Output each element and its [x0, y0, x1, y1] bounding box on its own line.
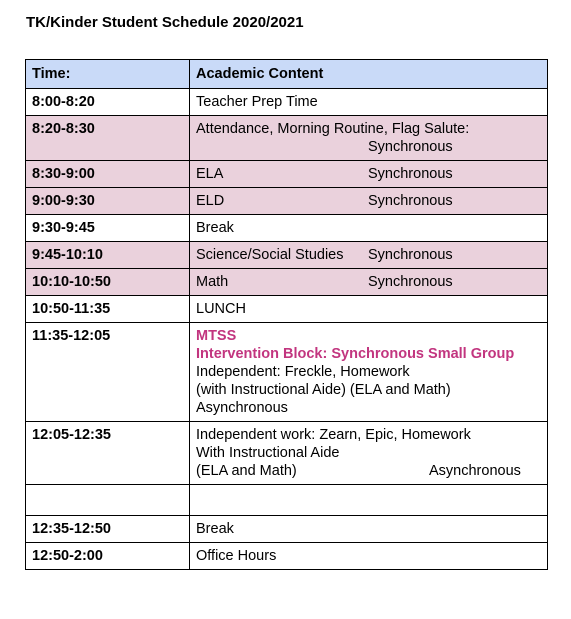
row-content: Teacher Prep Time [190, 89, 548, 116]
row-time: 12:35-12:50 [26, 516, 190, 543]
row-time: 10:10-10:50 [26, 269, 190, 296]
table-row [26, 269, 548, 296]
row-time: 8:30-9:00 [26, 161, 190, 188]
row-content: ELD [196, 193, 225, 209]
row-mode: Synchronous [368, 166, 453, 182]
table-row-empty [26, 485, 548, 516]
row-content-cell [190, 269, 548, 296]
row-content-cell [190, 161, 548, 188]
row-content: Math [196, 274, 229, 290]
row-content [190, 485, 548, 516]
table-row [26, 215, 548, 242]
row-time [26, 485, 190, 516]
schedule-table [25, 59, 548, 570]
row-content: Office Hours [190, 543, 548, 570]
document-title: TK/Kinder Student Schedule 2020/2021 [26, 14, 304, 31]
row-content: Attendance, Morning Routine, Flag Salute: [196, 121, 470, 137]
row-content-line: (ELA and Math) [196, 463, 297, 479]
row-content-line: With Instructional Aide [196, 445, 340, 461]
row-time: 11:35-12:05 [26, 323, 190, 422]
row-mode: Asynchronous [429, 463, 521, 479]
table-row [26, 242, 548, 269]
table-row [26, 323, 548, 422]
header-content: Academic Content [190, 60, 548, 89]
row-mode: Synchronous [368, 193, 453, 209]
table-row [26, 161, 548, 188]
table-row [26, 296, 548, 323]
row-content-cell [190, 422, 548, 485]
row-time: 12:50-2:00 [26, 543, 190, 570]
row-time: 8:20-8:30 [26, 116, 190, 161]
row-time: 9:30-9:45 [26, 215, 190, 242]
intervention-heading: Intervention Block: Synchronous Small Group [196, 346, 515, 362]
table-row [26, 516, 548, 543]
table-row [26, 116, 548, 161]
row-content-cell [190, 242, 548, 269]
row-mode: Synchronous [368, 247, 453, 263]
table-row [26, 188, 548, 215]
row-content: ELA [196, 166, 224, 182]
row-time: 10:50-11:35 [26, 296, 190, 323]
row-content-line: Asynchronous [196, 400, 288, 416]
row-time: 8:00-8:20 [26, 89, 190, 116]
row-content: LUNCH [190, 296, 548, 323]
row-content: Science/Social Studies [196, 247, 344, 263]
row-content-line: (with Instructional Aide) (ELA and Math) [196, 382, 451, 398]
table-row [26, 89, 548, 116]
row-mode: Synchronous [368, 274, 453, 290]
row-time: 9:45-10:10 [26, 242, 190, 269]
row-content: Break [190, 215, 548, 242]
row-mode: Synchronous [368, 139, 453, 155]
row-content-cell [190, 323, 548, 422]
table-row [26, 543, 548, 570]
row-content-line: Independent: Freckle, Homework [196, 364, 410, 380]
row-content-line: Independent work: Zearn, Epic, Homework [196, 427, 471, 443]
row-content-cell [190, 188, 548, 215]
row-time: 12:05-12:35 [26, 422, 190, 485]
table-header-row [26, 60, 548, 89]
row-time: 9:00-9:30 [26, 188, 190, 215]
header-time: Time: [26, 60, 190, 89]
mtss-heading: MTSS [196, 328, 237, 344]
table-row [26, 422, 548, 485]
row-content-cell [190, 116, 548, 161]
row-content: Break [190, 516, 548, 543]
